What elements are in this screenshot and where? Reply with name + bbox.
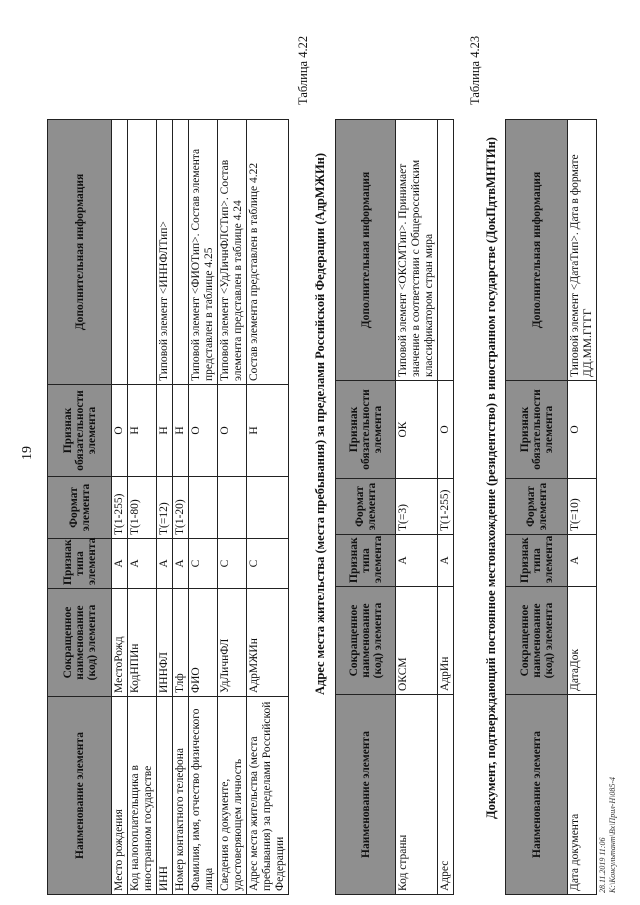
table-cell: О — [218, 385, 247, 477]
table-row — [173, 120, 189, 895]
table-cell: Код налогоплательщика в иностранном государстве — [128, 697, 157, 895]
table-cell: А — [396, 535, 438, 587]
column-header: Дополнительная информация — [506, 120, 568, 381]
table-cell: Фамилия, имя, отчество физического лица — [189, 697, 218, 895]
table-row — [568, 120, 597, 895]
table-cell: Т(=3) — [396, 479, 438, 535]
column-header: Дополнительная информация — [336, 120, 396, 381]
table-cell: А — [157, 539, 173, 589]
column-header: Признак типа элемента — [48, 539, 112, 589]
table-cell: А — [173, 539, 189, 589]
table-cell: С — [189, 539, 218, 589]
table-cell: А — [568, 535, 597, 587]
table-cell: Типовой элемент <ОКСМТип>. Принимает значение в соответствии с Общероссийским классификатором стран мира — [396, 120, 438, 381]
table-cell: Н — [157, 385, 173, 477]
column-header: Сокращенное наименование (код) элемента — [336, 587, 396, 695]
column-header: Сокращенное наименование (код) элемента — [506, 587, 568, 695]
table-cell: КодНПИн — [128, 589, 157, 697]
table-cell: Состав элемента представлен в таблице 4.22 — [247, 120, 289, 385]
table-row — [247, 120, 289, 895]
table-4-22-label: Таблица 4.22 — [296, 35, 310, 105]
footer-path: К:\Консультант\Вх\Прил-Н\085-4 — [608, 776, 617, 893]
table-cell — [218, 477, 247, 539]
table-4-23-caption: Документ, подтверждающий постоянное местонахождение (резидентство) в иностранном государстве (ДокПдтвМНТИн) — [484, 137, 498, 819]
table-cell: Тлф — [173, 589, 189, 697]
column-header: Признак обязательности элемента — [48, 385, 112, 477]
table-cell: Т(=10) — [568, 479, 597, 535]
table-cell: С — [218, 539, 247, 589]
column-header: Формат элемента — [336, 479, 396, 535]
table-cell — [247, 477, 289, 539]
table-cell — [189, 477, 218, 539]
table-cell: Т(1-80) — [128, 477, 157, 539]
table-cell: Т(=12) — [157, 477, 173, 539]
table-cell: ИННФЛ — [157, 589, 173, 697]
table-cell: Адрес места жительства (места пребывания) за пределами Российской Федерации — [247, 697, 289, 895]
column-header: Признак типа элемента — [506, 535, 568, 587]
table-row — [128, 120, 157, 895]
column-header: Наименование элемента — [506, 695, 568, 895]
table-cell: Н — [173, 385, 189, 477]
table-cell: Номер контактного телефона — [173, 697, 189, 895]
table-4-23-label: Таблица 4.23 — [468, 35, 482, 105]
main-element-table — [47, 119, 289, 895]
table-cell: Т(1-255) — [438, 479, 454, 535]
column-header: Наименование элемента — [48, 697, 112, 895]
table-cell: Типовой элемент <ИННФЛТип> — [157, 120, 173, 385]
column-header: Наименование элемента — [336, 695, 396, 895]
page-number: 19 — [20, 446, 35, 460]
table-4-22 — [335, 119, 454, 895]
column-header: Признак обязательности элемента — [506, 381, 568, 479]
table-cell: ФИО — [189, 589, 218, 697]
table-cell: С — [247, 539, 289, 589]
table-cell: А — [128, 539, 157, 589]
table-cell: А — [438, 535, 454, 587]
table-cell: ОКСМ — [396, 587, 438, 695]
table-row — [218, 120, 247, 895]
column-header: Дополнительная информация — [48, 120, 112, 385]
table-cell: Код страны — [396, 695, 438, 895]
table-4-22-caption: Адрес места жительства (места пребывания) за пределами Российской Федерации (АдрМЖИн) — [313, 152, 327, 695]
table-cell: О — [568, 381, 597, 479]
column-header: Признак обязательности элемента — [336, 381, 396, 479]
table-cell — [112, 120, 128, 385]
footer-timestamp: 28.11.2019 11:06 — [598, 837, 607, 893]
table-cell: УдЛичнФЛ — [218, 589, 247, 697]
table-cell: Н — [247, 385, 289, 477]
table-cell: АдрМЖИн — [247, 589, 289, 697]
table-cell: Н — [128, 385, 157, 477]
column-header: Сокращенное наименование (код) элемента — [48, 589, 112, 697]
table-cell: Сведения о документе, удостоверяющем личность — [218, 697, 247, 895]
column-header: Формат элемента — [506, 479, 568, 535]
table-cell: О — [112, 385, 128, 477]
table-cell — [128, 120, 157, 385]
table-row — [189, 120, 218, 895]
table-cell: ОК — [396, 381, 438, 479]
table-cell — [438, 120, 454, 381]
table-cell: МестоРожд — [112, 589, 128, 697]
table-cell: Адрес — [438, 695, 454, 895]
table-4-23 — [505, 119, 597, 895]
column-header: Признак типа элемента — [336, 535, 396, 587]
column-header: Формат элемента — [48, 477, 112, 539]
table-cell: Место рождения — [112, 697, 128, 895]
table-cell: Т(1-20) — [173, 477, 189, 539]
table-cell: Типовой элемент <ДатаТип>. Дата в формате ДД.ММ.ГГГГ — [568, 120, 597, 381]
table-cell: АдрИн — [438, 587, 454, 695]
table-cell: А — [112, 539, 128, 589]
footer-stamp — [598, 777, 618, 893]
table-cell: О — [189, 385, 218, 477]
table-cell: Типовой элемент <УдЛичнФЛСТип>. Состав элемента представлен в таблице 4.24 — [218, 120, 247, 385]
table-row — [112, 120, 128, 895]
table-cell: ИНН — [157, 697, 173, 895]
table-cell: ДатаДок — [568, 587, 597, 695]
table-row — [157, 120, 173, 895]
table-cell — [173, 120, 189, 385]
table-cell: Т(1-255) — [112, 477, 128, 539]
table-row — [396, 120, 438, 895]
table-cell: О — [438, 381, 454, 479]
table-cell: Дата документа — [568, 695, 597, 895]
table-row — [438, 120, 454, 895]
table-cell: Типовой элемент <ФИОТип>. Состав элемента представлен в таблице 4.25 — [189, 120, 218, 385]
